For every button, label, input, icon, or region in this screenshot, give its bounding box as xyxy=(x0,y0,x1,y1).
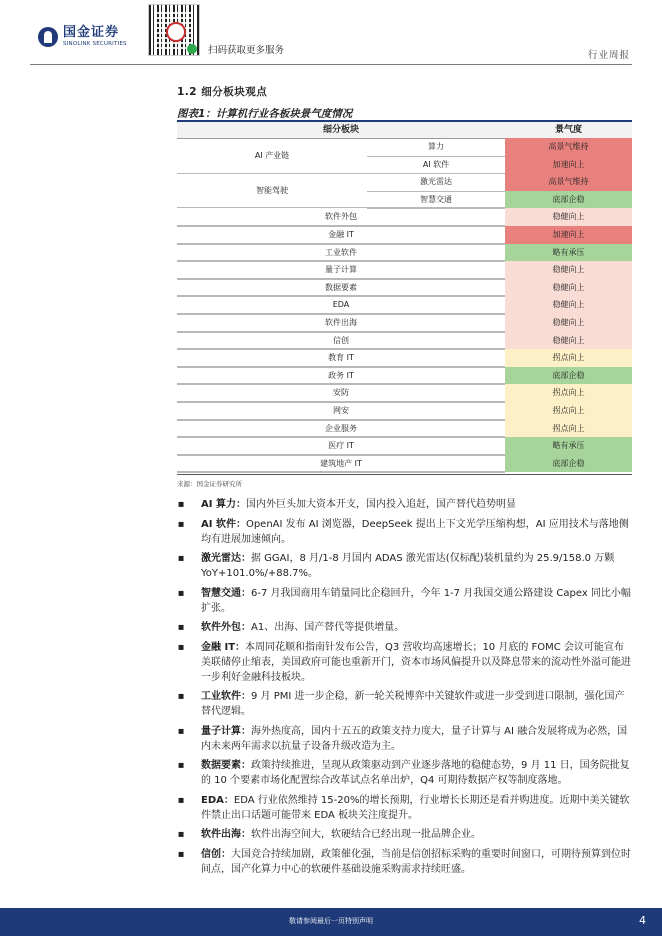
table-row xyxy=(177,437,632,455)
logo-name-en: SINOLINK SECURITIES xyxy=(63,41,127,47)
sector-name: 软件出海 xyxy=(177,314,505,333)
sentiment-value: 高景气维持 xyxy=(505,138,632,157)
sector-name: 政务 IT xyxy=(177,367,505,386)
logo-name-cn: 国金证券 xyxy=(63,25,120,40)
sentiment-value: 稳健向上 xyxy=(505,261,632,280)
sector-name: 企业服务 xyxy=(177,420,505,439)
table-row xyxy=(177,296,632,314)
bullet-ai-software: ■ AI 软件：OpenAI 发布 AI 浏览器，DeepSeek 提出上下文光学压缩构想，AI 应用技术与落地侧均有进展加速倾向。 xyxy=(177,517,631,547)
sentiment-value: 略有承压 xyxy=(505,244,632,263)
table-row xyxy=(177,455,632,473)
header-divider xyxy=(30,64,632,65)
wechat-badge-icon xyxy=(187,44,197,54)
bullet-software-overseas: ■ 软件出海：软件出海空间大，软硬结合已经出现一批品牌企业。 xyxy=(177,827,631,842)
bullet-finance-it: ■ 金融 IT：本周同花顺和指南针发布公告，Q3 营收均高速增长；10 月底的 FOMC 会议可能宣布美联储停止缩表，美国政府可能也重新开门，资本市场风偏提升以及降息带来的流动性外溢可能进一步利好金融科技板块。 xyxy=(177,640,631,685)
sector-name: AI 软件 xyxy=(367,156,505,175)
sector-name: 安防 xyxy=(177,384,505,403)
bullet-software-outsourcing: ■ 软件外包：A1、出海、国产替代等提供增量。 xyxy=(177,620,631,635)
sector-name: 教育 IT xyxy=(177,349,505,368)
sentiment-value: 加速向上 xyxy=(505,156,632,175)
logo-mark-icon xyxy=(38,27,58,47)
sector-name: 数据要素 xyxy=(177,279,505,298)
bullet-quantum: ■ 量子计算：海外热度高，国内十五五的政策支持力度大，量子计算与 AI 融合发展将成为必然，国内未来两年需求以抗量子设备升级改造为主。 xyxy=(177,724,631,754)
company-logo xyxy=(38,26,127,48)
table-row xyxy=(177,226,632,244)
bullet-list xyxy=(177,497,631,881)
sentiment-value: 拐点向上 xyxy=(505,402,632,421)
sentiment-value: 拐点向上 xyxy=(505,349,632,368)
sentiment-value: 稳健向上 xyxy=(505,314,632,333)
qr-center-logo-icon xyxy=(166,22,186,42)
table-header-sentiment: 景气度 xyxy=(505,122,632,139)
sentiment-value: 略有承压 xyxy=(505,437,632,456)
table-row xyxy=(177,367,632,385)
figure-title: 图表1：计算机行业各板块景气度情况 xyxy=(177,108,353,120)
sector-name: 金融 IT xyxy=(177,226,505,245)
bullet-xinchuang: ■ 信创：大国竞合持续加剧，政策催化强，当前是信创招标采购的重要时间窗口，可期待预算到位时间点，国产化算力中心的软硬件基础设施采购需求持续旺盛。 xyxy=(177,847,631,877)
sector-name: 建筑地产 IT xyxy=(177,455,505,474)
table-row xyxy=(177,402,632,420)
sector-name: 激光雷达 xyxy=(367,173,505,192)
table-row xyxy=(177,332,632,350)
section-title: 1.2 细分板块观点 xyxy=(177,86,268,98)
table-row xyxy=(177,279,632,297)
sector-name: 医疗 IT xyxy=(177,437,505,456)
sector-name: 算力 xyxy=(367,138,505,157)
sector-name: 网安 xyxy=(177,402,505,421)
sector-name: 软件外包 xyxy=(177,208,505,227)
sector-name: 工业软件 xyxy=(177,244,505,263)
sentiment-value: 稳健向上 xyxy=(505,332,632,351)
sentiment-value: 底部企稳 xyxy=(505,191,632,210)
bullet-eda: ■ EDA：EDA 行业依然维持 15-20%的增长预期，行业增长长期还是看并购进度。近期中美关键软件禁止出口话题可能带来 EDA 板块关注度提升。 xyxy=(177,793,631,823)
sentiment-value: 高景气维持 xyxy=(505,173,632,192)
bullet-smart-transport: ■ 智慧交通：6-7 月我国商用车销量同比企稳回升，今年 1-7 月我国交通公路建设 Capex 同比小幅扩张。 xyxy=(177,586,631,616)
sentiment-value: 稳健向上 xyxy=(505,279,632,298)
table-row xyxy=(177,244,632,262)
table-row xyxy=(177,349,632,367)
sector-name: 信创 xyxy=(177,332,505,351)
sector-name: 量子计算 xyxy=(177,261,505,280)
table-row xyxy=(177,261,632,279)
bullet-data-elements: ■ 数据要素：政策持续推进，呈现从政策驱动到产业逐步落地的稳健态势，9 月 11 日，国务院批复的 10 个要素市场化配置综合改革试点名单出炉，Q4 可期待数据产权等制度落地。 xyxy=(177,758,631,788)
sentiment-value: 稳健向上 xyxy=(505,208,632,227)
footer-disclaimer: 敬请参阅最后一页特别声明 xyxy=(289,917,373,925)
sentiment-value: 底部企稳 xyxy=(505,367,632,386)
sector-name: 智慧交通 xyxy=(367,191,505,210)
sentiment-value: 稳健向上 xyxy=(505,296,632,315)
table-bottom-rule xyxy=(177,474,632,475)
bullet-ai-compute: ■ AI 算力：国内外巨头加大资本开支，国内投入追赶，国产替代趋势明显 xyxy=(177,497,631,512)
sentiment-value: 加速向上 xyxy=(505,226,632,245)
table-row xyxy=(177,314,632,332)
page-footer xyxy=(0,908,662,936)
sentiment-value: 拐点向上 xyxy=(505,420,632,439)
table-header-sector: 细分板块 xyxy=(177,122,505,139)
page-header xyxy=(0,0,662,66)
page-number: 4 xyxy=(639,914,646,927)
table-row xyxy=(177,384,632,402)
table-source: 来源：国金证券研究所 xyxy=(177,480,242,488)
bullet-industrial-software: ■ 工业软件：9 月 PMI 进一步企稳，新一轮关税博弈中关键软件或进一步受到进口限制，强化国产替代逻辑。 xyxy=(177,689,631,719)
table-row xyxy=(177,420,632,438)
table-row xyxy=(177,208,632,226)
group-autonomous-driving: 智能驾驶 xyxy=(256,186,288,196)
scan-prompt: 扫码获取更多服务 xyxy=(208,45,285,56)
sector-name: EDA xyxy=(177,296,505,315)
bullet-lidar: ■ 激光雷达：据 GGAI，8 月/1-8 月国内 ADAS 激光雷达(仅标配)装机量约为 25.9/158.0 万颗 YoY+101.0%/+88.7%。 xyxy=(177,551,631,581)
group-ai-chain: AI 产业链 xyxy=(177,138,367,174)
document-type: 行业周报 xyxy=(587,50,630,61)
sentiment-value: 拐点向上 xyxy=(505,384,632,403)
sentiment-value: 底部企稳 xyxy=(505,455,632,474)
